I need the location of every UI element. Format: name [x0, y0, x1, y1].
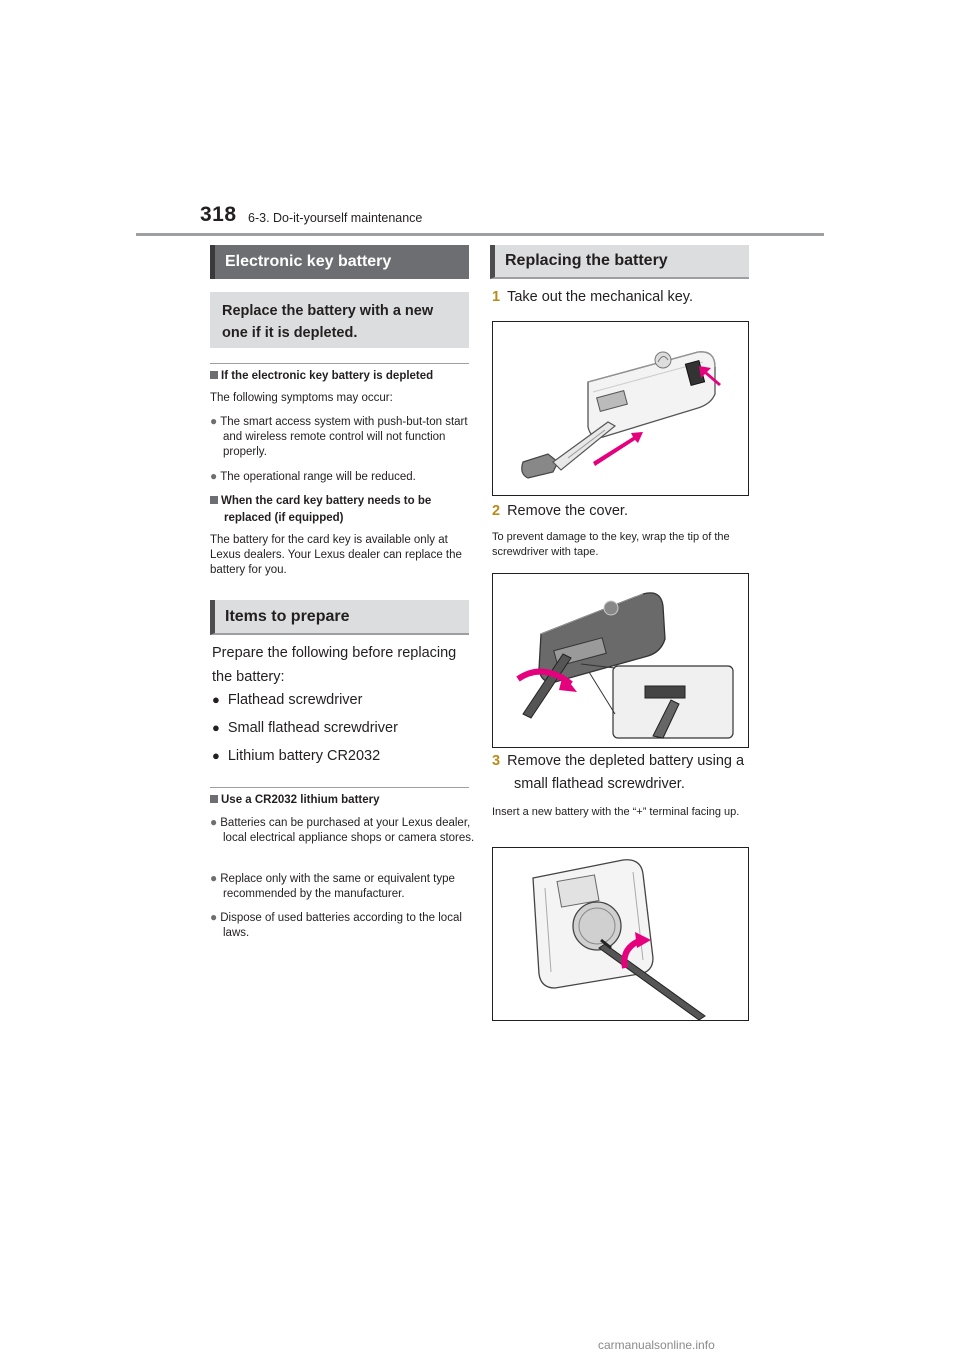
bullet-icon: ● — [210, 815, 218, 829]
section-title: 6-3. Do-it-yourself maintenance — [248, 211, 423, 225]
figure-remove-cover — [492, 573, 749, 748]
bullet-icon: ● — [210, 469, 218, 483]
square-bullet-icon — [210, 371, 218, 379]
replacing-battery-heading — [490, 245, 749, 279]
card-key-subheading: When the card key battery needs to be replaced (if equipped) — [210, 493, 468, 527]
step-2-note: To prevent damage to the key, wrap the tip of the screwdriver with tape. — [492, 531, 730, 558]
step-number: 1 — [492, 289, 501, 305]
bullet-icon: ● — [210, 871, 218, 885]
list-item: ● Flathead screwdriver — [212, 692, 363, 708]
bullet-icon: ● — [212, 692, 220, 707]
items-to-prepare-heading — [210, 600, 469, 635]
header-rule — [136, 233, 824, 236]
bullet-icon: ● — [212, 720, 220, 735]
list-item: ● Dispose of used batteries according to the local laws. — [210, 910, 462, 939]
coin-battery-illustration — [573, 902, 621, 950]
depleted-text: The following symptoms may occur: — [210, 392, 393, 404]
intro-box: Replace the battery with a new one if it is depleted. — [210, 292, 469, 348]
figure-remove-battery — [492, 847, 749, 1021]
list-item: ● Small flathead screwdriver — [212, 720, 398, 736]
step-number: 2 — [492, 503, 501, 519]
step-number: 3 — [492, 753, 501, 769]
items-to-prepare-heading-text: Items to prepare — [225, 607, 350, 625]
list-item: ● Replace only with the same or equivalent type recommended by the manufacturer. — [210, 871, 455, 900]
step-3: 3 Remove the depleted battery using a small flathead screwdriver. — [492, 753, 745, 792]
divider — [210, 787, 469, 788]
square-bullet-icon — [210, 496, 218, 504]
list-item: ● The smart access system with push-but-ton start and wireless remote control will not function properly. — [210, 414, 468, 458]
watermark: carmanualsonline.info — [598, 1338, 715, 1352]
list-item: ● Lithium battery CR2032 — [212, 748, 381, 764]
cr2032-subheading: Use a CR2032 lithium battery — [210, 794, 470, 806]
bullet-icon: ● — [210, 910, 218, 924]
list-item: ● Batteries can be purchased at your Lexus dealer, local electrical appliance shops or camera stores. — [210, 815, 475, 844]
step-3-note: Insert a new battery with the “+” terminal facing up. — [492, 806, 740, 818]
items-intro: Prepare the following before replacing the battery: — [212, 645, 457, 685]
bullet-icon: ● — [210, 414, 218, 428]
mechanical-key-illustration — [522, 422, 615, 478]
step-1: 1 Take out the mechanical key. — [492, 289, 693, 305]
bullet-icon: ● — [212, 748, 220, 763]
square-bullet-icon — [210, 795, 218, 803]
card-key-text: The battery for the card key is available only at Lexus dealers. Your Lexus dealer can replace the battery for you. — [210, 534, 462, 576]
electronic-key-battery-heading-text: Electronic key battery — [225, 253, 392, 270]
page-number: 318 — [200, 203, 237, 226]
step-2: 2 Remove the cover. — [492, 503, 628, 519]
replacing-battery-heading-text: Replacing the battery — [505, 252, 668, 269]
figure-remove-mechanical-key — [492, 321, 749, 496]
electronic-key-battery-heading — [210, 245, 469, 279]
depleted-subheading: If the electronic key battery is depleted — [210, 370, 470, 382]
divider — [210, 363, 469, 364]
inset-detail-illustration — [581, 664, 733, 738]
list-item: ● The operational range will be reduced. — [210, 469, 416, 483]
